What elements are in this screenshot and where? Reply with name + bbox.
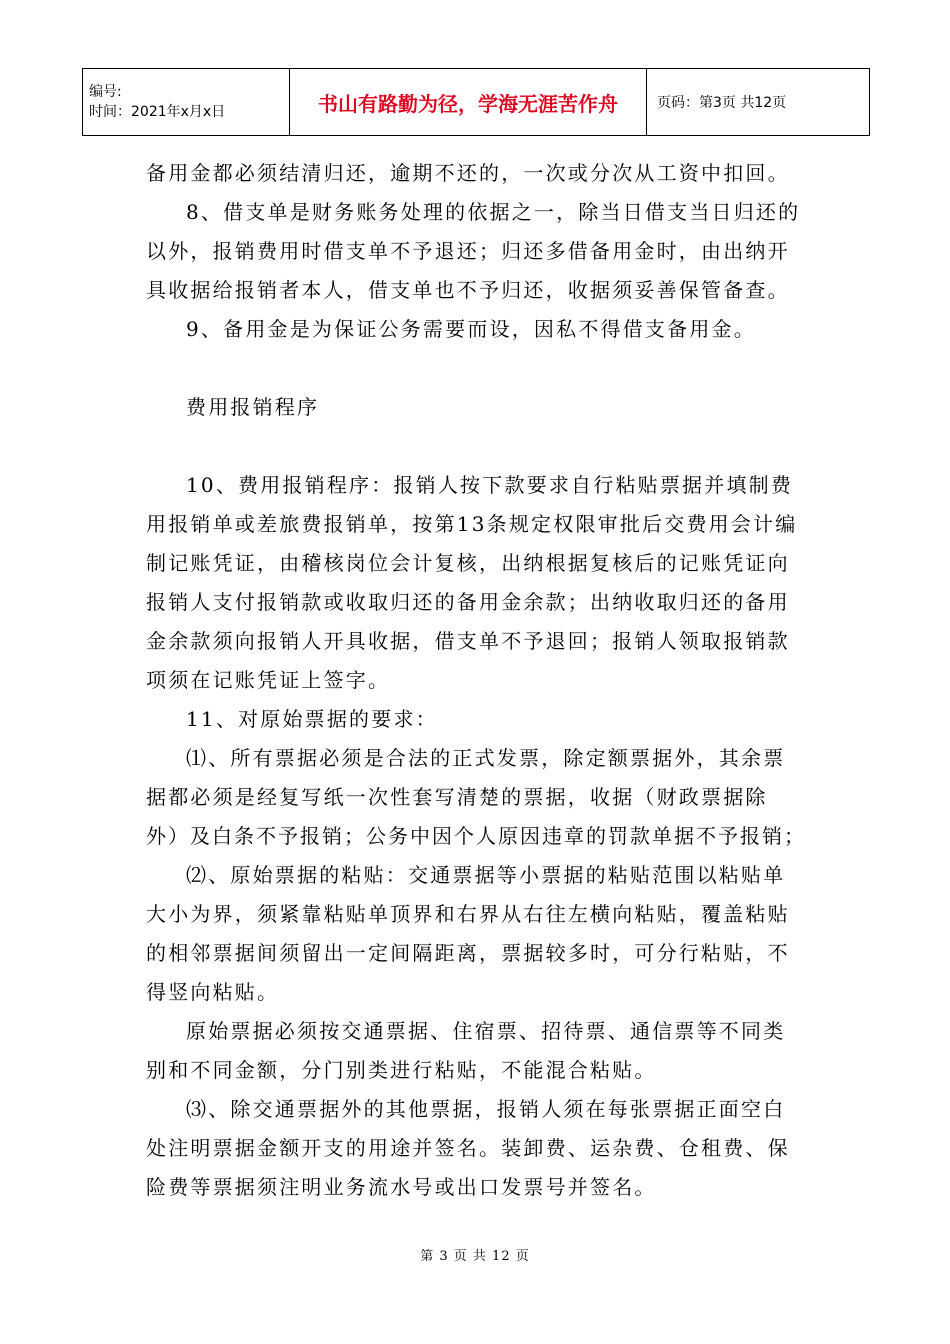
body-line: 处注明票据金额开支的用途并签名。装卸费、运杂费、仓租费、保 [146, 1136, 790, 1160]
body-line: 备用金都必须结清归还，逾期不还的，一次或分次从工资中扣回。 [146, 161, 790, 185]
body-line: 外）及白条不予报销；公务中因个人原因违章的罚款单据不予报销； [146, 824, 806, 848]
body-line: 制记账凭证，由稽核岗位会计复核，出纳根据复核后的记账凭证向 [146, 551, 790, 575]
body-line: 得竖向粘贴。 [146, 980, 280, 1004]
header-motto: 书山有路勤为径，学海无涯苦作舟 [290, 69, 647, 136]
body-line: 用报销单或差旅费报销单，按第13条规定权限审批后交费用会计编 [146, 512, 798, 536]
body-line: 别和不同金额，分门别类进行粘贴，不能混合粘贴。 [146, 1058, 657, 1082]
body-line: 具收据给报销者本人，借支单也不予归还，收据须妥善保管备查。 [146, 278, 790, 302]
document-number-label: 编号: [89, 84, 122, 100]
body-line: 险费等票据须注明业务流水号或出口发票号并签名。 [146, 1175, 657, 1199]
body-line: ⑵、原始票据的粘贴：交通票据等小票据的粘贴范围以粘贴单 [186, 863, 786, 887]
body-line: 报销人支付报销款或收取归还的备用金余款；出纳收取归还的备用 [146, 590, 790, 614]
body-line: 11、对原始票据的要求： [186, 707, 438, 731]
body-line: 据都必须是经复写纸一次性套写清楚的票据，收据（财政票据除 [146, 785, 768, 809]
document-date: 时间：2021年x月x日 [89, 104, 226, 120]
section-heading: 费用报销程序 [186, 395, 320, 419]
document-header [82, 68, 870, 136]
header-meta [83, 69, 290, 136]
page-footer: 第 3 页 共 12 页 [420, 1249, 530, 1264]
body-line: 金余款须向报销人开具收据，借支单不予退回；报销人领取报销款 [146, 629, 790, 653]
body-line: 项须在记账凭证上签字。 [146, 668, 391, 692]
body-line: ⑴、所有票据必须是合法的正式发票，除定额票据外，其余票 [186, 746, 786, 770]
body-line: ⑶、除交通票据外的其他票据，报销人须在每张票据正面空白 [186, 1097, 786, 1121]
body-line: 以外，报销费用时借支单不予退还；归还多借备用金时，由出纳开 [146, 239, 790, 263]
body-line: 8、借支单是财务账务处理的依据之一，除当日借支当日归还的 [186, 200, 801, 224]
body-line: 大小为界，须紧靠粘贴单顶界和右界从右往左横向粘贴，覆盖粘贴 [146, 902, 790, 926]
header-page-info: 页码：第3页 共12页 [647, 69, 870, 136]
body-line: 10、费用报销程序：报销人按下款要求自行粘贴票据并填制费 [186, 473, 794, 497]
body-line: 9、备用金是为保证公务需要而设，因私不得借支备用金。 [186, 317, 756, 341]
body-line: 原始票据必须按交通票据、住宿票、招待票、通信票等不同类 [186, 1019, 786, 1043]
body-line: 的相邻票据间须留出一定间隔距离，票据较多时，可分行粘贴，不 [146, 941, 790, 965]
